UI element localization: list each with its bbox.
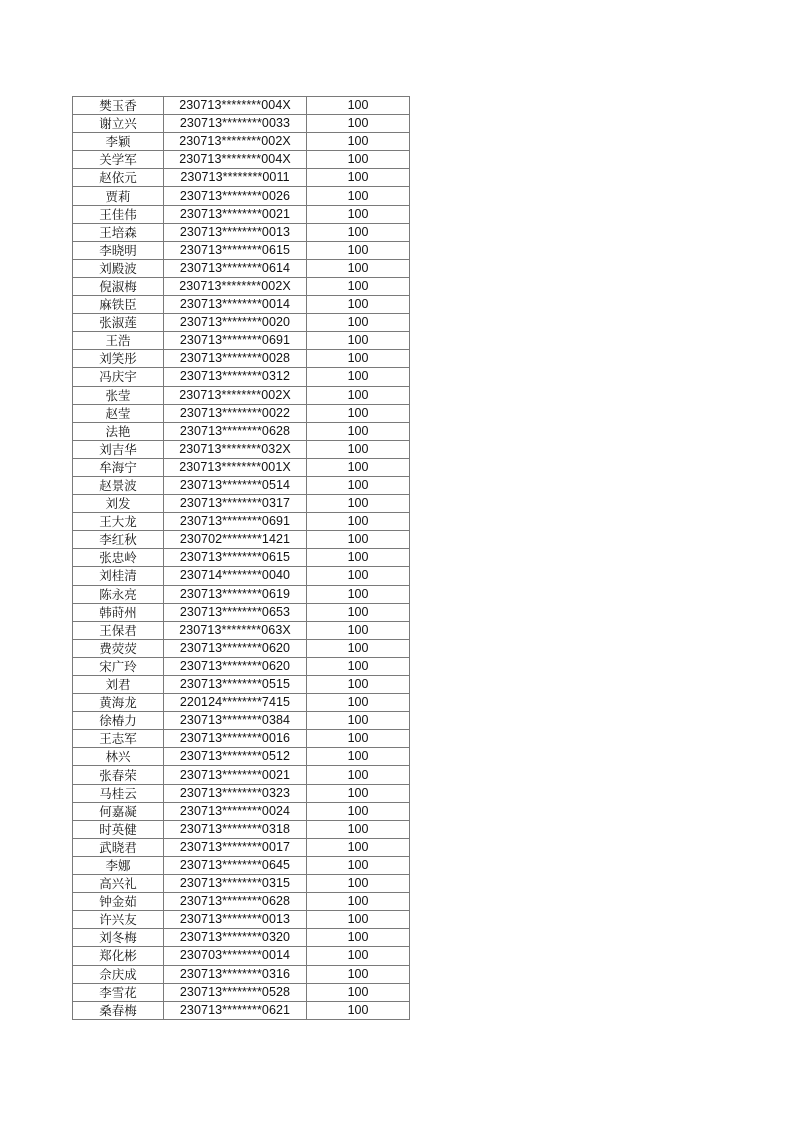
score-cell: 100 xyxy=(307,875,410,893)
id-number-cell: 230713********0528 xyxy=(164,983,307,1001)
table-row xyxy=(73,350,410,368)
roster-table xyxy=(72,96,410,1020)
id-number-cell: 220124********7415 xyxy=(164,694,307,712)
score-cell: 100 xyxy=(307,332,410,350)
name-cell: 李颖 xyxy=(73,133,164,151)
name-cell: 牟海宁 xyxy=(73,458,164,476)
score-cell: 100 xyxy=(307,856,410,874)
id-number-cell: 230713********0316 xyxy=(164,965,307,983)
id-number-cell: 230713********0615 xyxy=(164,549,307,567)
id-number-cell: 230713********0016 xyxy=(164,730,307,748)
table-row xyxy=(73,495,410,513)
table-row xyxy=(73,549,410,567)
roster-table-body xyxy=(73,97,410,1020)
id-number-cell: 230713********0024 xyxy=(164,802,307,820)
id-number-cell: 230713********0512 xyxy=(164,748,307,766)
id-number-cell: 230713********0028 xyxy=(164,350,307,368)
name-cell: 许兴友 xyxy=(73,911,164,929)
score-cell: 100 xyxy=(307,748,410,766)
id-number-cell: 230713********0021 xyxy=(164,205,307,223)
name-cell: 麻铁臣 xyxy=(73,296,164,314)
id-number-cell: 230713********0628 xyxy=(164,893,307,911)
name-cell: 李晓明 xyxy=(73,241,164,259)
id-number-cell: 230713********002X xyxy=(164,133,307,151)
id-number-cell: 230713********0621 xyxy=(164,1001,307,1019)
name-cell: 王大龙 xyxy=(73,513,164,531)
table-row xyxy=(73,169,410,187)
score-cell: 100 xyxy=(307,838,410,856)
table-row xyxy=(73,277,410,295)
table-row xyxy=(73,458,410,476)
id-number-cell: 230713********0619 xyxy=(164,585,307,603)
table-row xyxy=(73,875,410,893)
id-number-cell: 230713********0020 xyxy=(164,314,307,332)
name-cell: 张莹 xyxy=(73,386,164,404)
name-cell: 费荧荧 xyxy=(73,639,164,657)
id-number-cell: 230713********002X xyxy=(164,277,307,295)
id-number-cell: 230713********004X xyxy=(164,151,307,169)
table-row xyxy=(73,893,410,911)
score-cell: 100 xyxy=(307,621,410,639)
score-cell: 100 xyxy=(307,495,410,513)
table-row xyxy=(73,259,410,277)
table-row xyxy=(73,856,410,874)
table-row xyxy=(73,151,410,169)
id-number-cell: 230702********1421 xyxy=(164,531,307,549)
name-cell: 徐椿力 xyxy=(73,712,164,730)
id-number-cell: 230713********0620 xyxy=(164,639,307,657)
id-number-cell: 230713********0320 xyxy=(164,929,307,947)
id-number-cell: 230713********063X xyxy=(164,621,307,639)
name-cell: 法艳 xyxy=(73,422,164,440)
table-row xyxy=(73,440,410,458)
table-row xyxy=(73,929,410,947)
score-cell: 100 xyxy=(307,422,410,440)
name-cell: 张淑莲 xyxy=(73,314,164,332)
score-cell: 100 xyxy=(307,133,410,151)
id-number-cell: 230713********0022 xyxy=(164,404,307,422)
score-cell: 100 xyxy=(307,404,410,422)
name-cell: 刘桂清 xyxy=(73,567,164,585)
score-cell: 100 xyxy=(307,820,410,838)
table-row xyxy=(73,820,410,838)
id-number-cell: 230713********0315 xyxy=(164,875,307,893)
name-cell: 赵莹 xyxy=(73,404,164,422)
score-cell: 100 xyxy=(307,947,410,965)
score-cell: 100 xyxy=(307,965,410,983)
table-row xyxy=(73,585,410,603)
id-number-cell: 230713********0013 xyxy=(164,223,307,241)
table-row xyxy=(73,603,410,621)
name-cell: 王志军 xyxy=(73,730,164,748)
table-row xyxy=(73,296,410,314)
id-number-cell: 230713********002X xyxy=(164,386,307,404)
name-cell: 贾莉 xyxy=(73,187,164,205)
name-cell: 刘发 xyxy=(73,495,164,513)
id-number-cell: 230713********0021 xyxy=(164,766,307,784)
table-row xyxy=(73,368,410,386)
table-row xyxy=(73,657,410,675)
id-number-cell: 230713********0615 xyxy=(164,241,307,259)
table-row xyxy=(73,838,410,856)
name-cell: 韩莳州 xyxy=(73,603,164,621)
name-cell: 陈永亮 xyxy=(73,585,164,603)
score-cell: 100 xyxy=(307,187,410,205)
score-cell: 100 xyxy=(307,314,410,332)
table-row xyxy=(73,947,410,965)
score-cell: 100 xyxy=(307,657,410,675)
table-row xyxy=(73,712,410,730)
table-row xyxy=(73,748,410,766)
score-cell: 100 xyxy=(307,983,410,1001)
score-cell: 100 xyxy=(307,513,410,531)
id-number-cell: 230713********0628 xyxy=(164,422,307,440)
table-row xyxy=(73,513,410,531)
score-cell: 100 xyxy=(307,169,410,187)
score-cell: 100 xyxy=(307,440,410,458)
table-row xyxy=(73,567,410,585)
score-cell: 100 xyxy=(307,567,410,585)
name-cell: 林兴 xyxy=(73,748,164,766)
score-cell: 100 xyxy=(307,386,410,404)
id-number-cell: 230713********0317 xyxy=(164,495,307,513)
score-cell: 100 xyxy=(307,205,410,223)
id-number-cell: 230713********0614 xyxy=(164,259,307,277)
table-row xyxy=(73,694,410,712)
name-cell: 冯庆宇 xyxy=(73,368,164,386)
name-cell: 李雪花 xyxy=(73,983,164,1001)
name-cell: 刘笑彤 xyxy=(73,350,164,368)
name-cell: 钟金茹 xyxy=(73,893,164,911)
name-cell: 王浩 xyxy=(73,332,164,350)
table-row xyxy=(73,386,410,404)
name-cell: 佘庆成 xyxy=(73,965,164,983)
name-cell: 时英健 xyxy=(73,820,164,838)
id-number-cell: 230713********001X xyxy=(164,458,307,476)
score-cell: 100 xyxy=(307,676,410,694)
table-row xyxy=(73,187,410,205)
name-cell: 赵景波 xyxy=(73,476,164,494)
score-cell: 100 xyxy=(307,712,410,730)
id-number-cell: 230713********0026 xyxy=(164,187,307,205)
table-row xyxy=(73,621,410,639)
table-row xyxy=(73,531,410,549)
score-cell: 100 xyxy=(307,766,410,784)
score-cell: 100 xyxy=(307,151,410,169)
score-cell: 100 xyxy=(307,585,410,603)
table-row xyxy=(73,730,410,748)
table-row xyxy=(73,332,410,350)
id-number-cell: 230714********0040 xyxy=(164,567,307,585)
id-number-cell: 230713********004X xyxy=(164,97,307,115)
table-row xyxy=(73,802,410,820)
id-number-cell: 230713********0620 xyxy=(164,657,307,675)
score-cell: 100 xyxy=(307,241,410,259)
name-cell: 黄海龙 xyxy=(73,694,164,712)
score-cell: 100 xyxy=(307,730,410,748)
score-cell: 100 xyxy=(307,694,410,712)
name-cell: 王保君 xyxy=(73,621,164,639)
table-row xyxy=(73,766,410,784)
table-row xyxy=(73,115,410,133)
table-row xyxy=(73,476,410,494)
name-cell: 刘冬梅 xyxy=(73,929,164,947)
score-cell: 100 xyxy=(307,784,410,802)
score-cell: 100 xyxy=(307,296,410,314)
id-number-cell: 230703********0014 xyxy=(164,947,307,965)
name-cell: 李娜 xyxy=(73,856,164,874)
score-cell: 100 xyxy=(307,802,410,820)
score-cell: 100 xyxy=(307,603,410,621)
id-number-cell: 230713********0033 xyxy=(164,115,307,133)
table-row xyxy=(73,241,410,259)
score-cell: 100 xyxy=(307,911,410,929)
id-number-cell: 230713********0515 xyxy=(164,676,307,694)
score-cell: 100 xyxy=(307,639,410,657)
id-number-cell: 230713********032X xyxy=(164,440,307,458)
table-row xyxy=(73,676,410,694)
id-number-cell: 230713********0645 xyxy=(164,856,307,874)
name-cell: 刘殿波 xyxy=(73,259,164,277)
name-cell: 宋广玲 xyxy=(73,657,164,675)
id-number-cell: 230713********0013 xyxy=(164,911,307,929)
id-number-cell: 230713********0323 xyxy=(164,784,307,802)
name-cell: 关学军 xyxy=(73,151,164,169)
table-row xyxy=(73,133,410,151)
id-number-cell: 230713********0011 xyxy=(164,169,307,187)
name-cell: 王佳伟 xyxy=(73,205,164,223)
score-cell: 100 xyxy=(307,929,410,947)
name-cell: 刘君 xyxy=(73,676,164,694)
name-cell: 张春荣 xyxy=(73,766,164,784)
table-row xyxy=(73,639,410,657)
name-cell: 谢立兴 xyxy=(73,115,164,133)
name-cell: 刘吉华 xyxy=(73,440,164,458)
name-cell: 樊玉香 xyxy=(73,97,164,115)
name-cell: 何嘉凝 xyxy=(73,802,164,820)
table-row xyxy=(73,965,410,983)
name-cell: 武晓君 xyxy=(73,838,164,856)
score-cell: 100 xyxy=(307,115,410,133)
name-cell: 倪淑梅 xyxy=(73,277,164,295)
id-number-cell: 230713********0691 xyxy=(164,513,307,531)
name-cell: 王培森 xyxy=(73,223,164,241)
name-cell: 张忠岭 xyxy=(73,549,164,567)
score-cell: 100 xyxy=(307,368,410,386)
score-cell: 100 xyxy=(307,97,410,115)
score-cell: 100 xyxy=(307,259,410,277)
score-cell: 100 xyxy=(307,893,410,911)
score-cell: 100 xyxy=(307,277,410,295)
name-cell: 赵依元 xyxy=(73,169,164,187)
table-row xyxy=(73,205,410,223)
table-row xyxy=(73,1001,410,1019)
table-row xyxy=(73,784,410,802)
score-cell: 100 xyxy=(307,531,410,549)
id-number-cell: 230713********0653 xyxy=(164,603,307,621)
id-number-cell: 230713********0691 xyxy=(164,332,307,350)
table-row xyxy=(73,314,410,332)
score-cell: 100 xyxy=(307,549,410,567)
id-number-cell: 230713********0318 xyxy=(164,820,307,838)
id-number-cell: 230713********0014 xyxy=(164,296,307,314)
name-cell: 高兴礼 xyxy=(73,875,164,893)
table-row xyxy=(73,422,410,440)
table-row xyxy=(73,97,410,115)
table-row xyxy=(73,911,410,929)
id-number-cell: 230713********0017 xyxy=(164,838,307,856)
name-cell: 桑春梅 xyxy=(73,1001,164,1019)
score-cell: 100 xyxy=(307,458,410,476)
score-cell: 100 xyxy=(307,476,410,494)
score-cell: 100 xyxy=(307,223,410,241)
id-number-cell: 230713********0514 xyxy=(164,476,307,494)
id-number-cell: 230713********0384 xyxy=(164,712,307,730)
name-cell: 李红秋 xyxy=(73,531,164,549)
score-cell: 100 xyxy=(307,1001,410,1019)
id-number-cell: 230713********0312 xyxy=(164,368,307,386)
table-row xyxy=(73,404,410,422)
table-row xyxy=(73,223,410,241)
score-cell: 100 xyxy=(307,350,410,368)
table-row xyxy=(73,983,410,1001)
name-cell: 马桂云 xyxy=(73,784,164,802)
name-cell: 郑化彬 xyxy=(73,947,164,965)
